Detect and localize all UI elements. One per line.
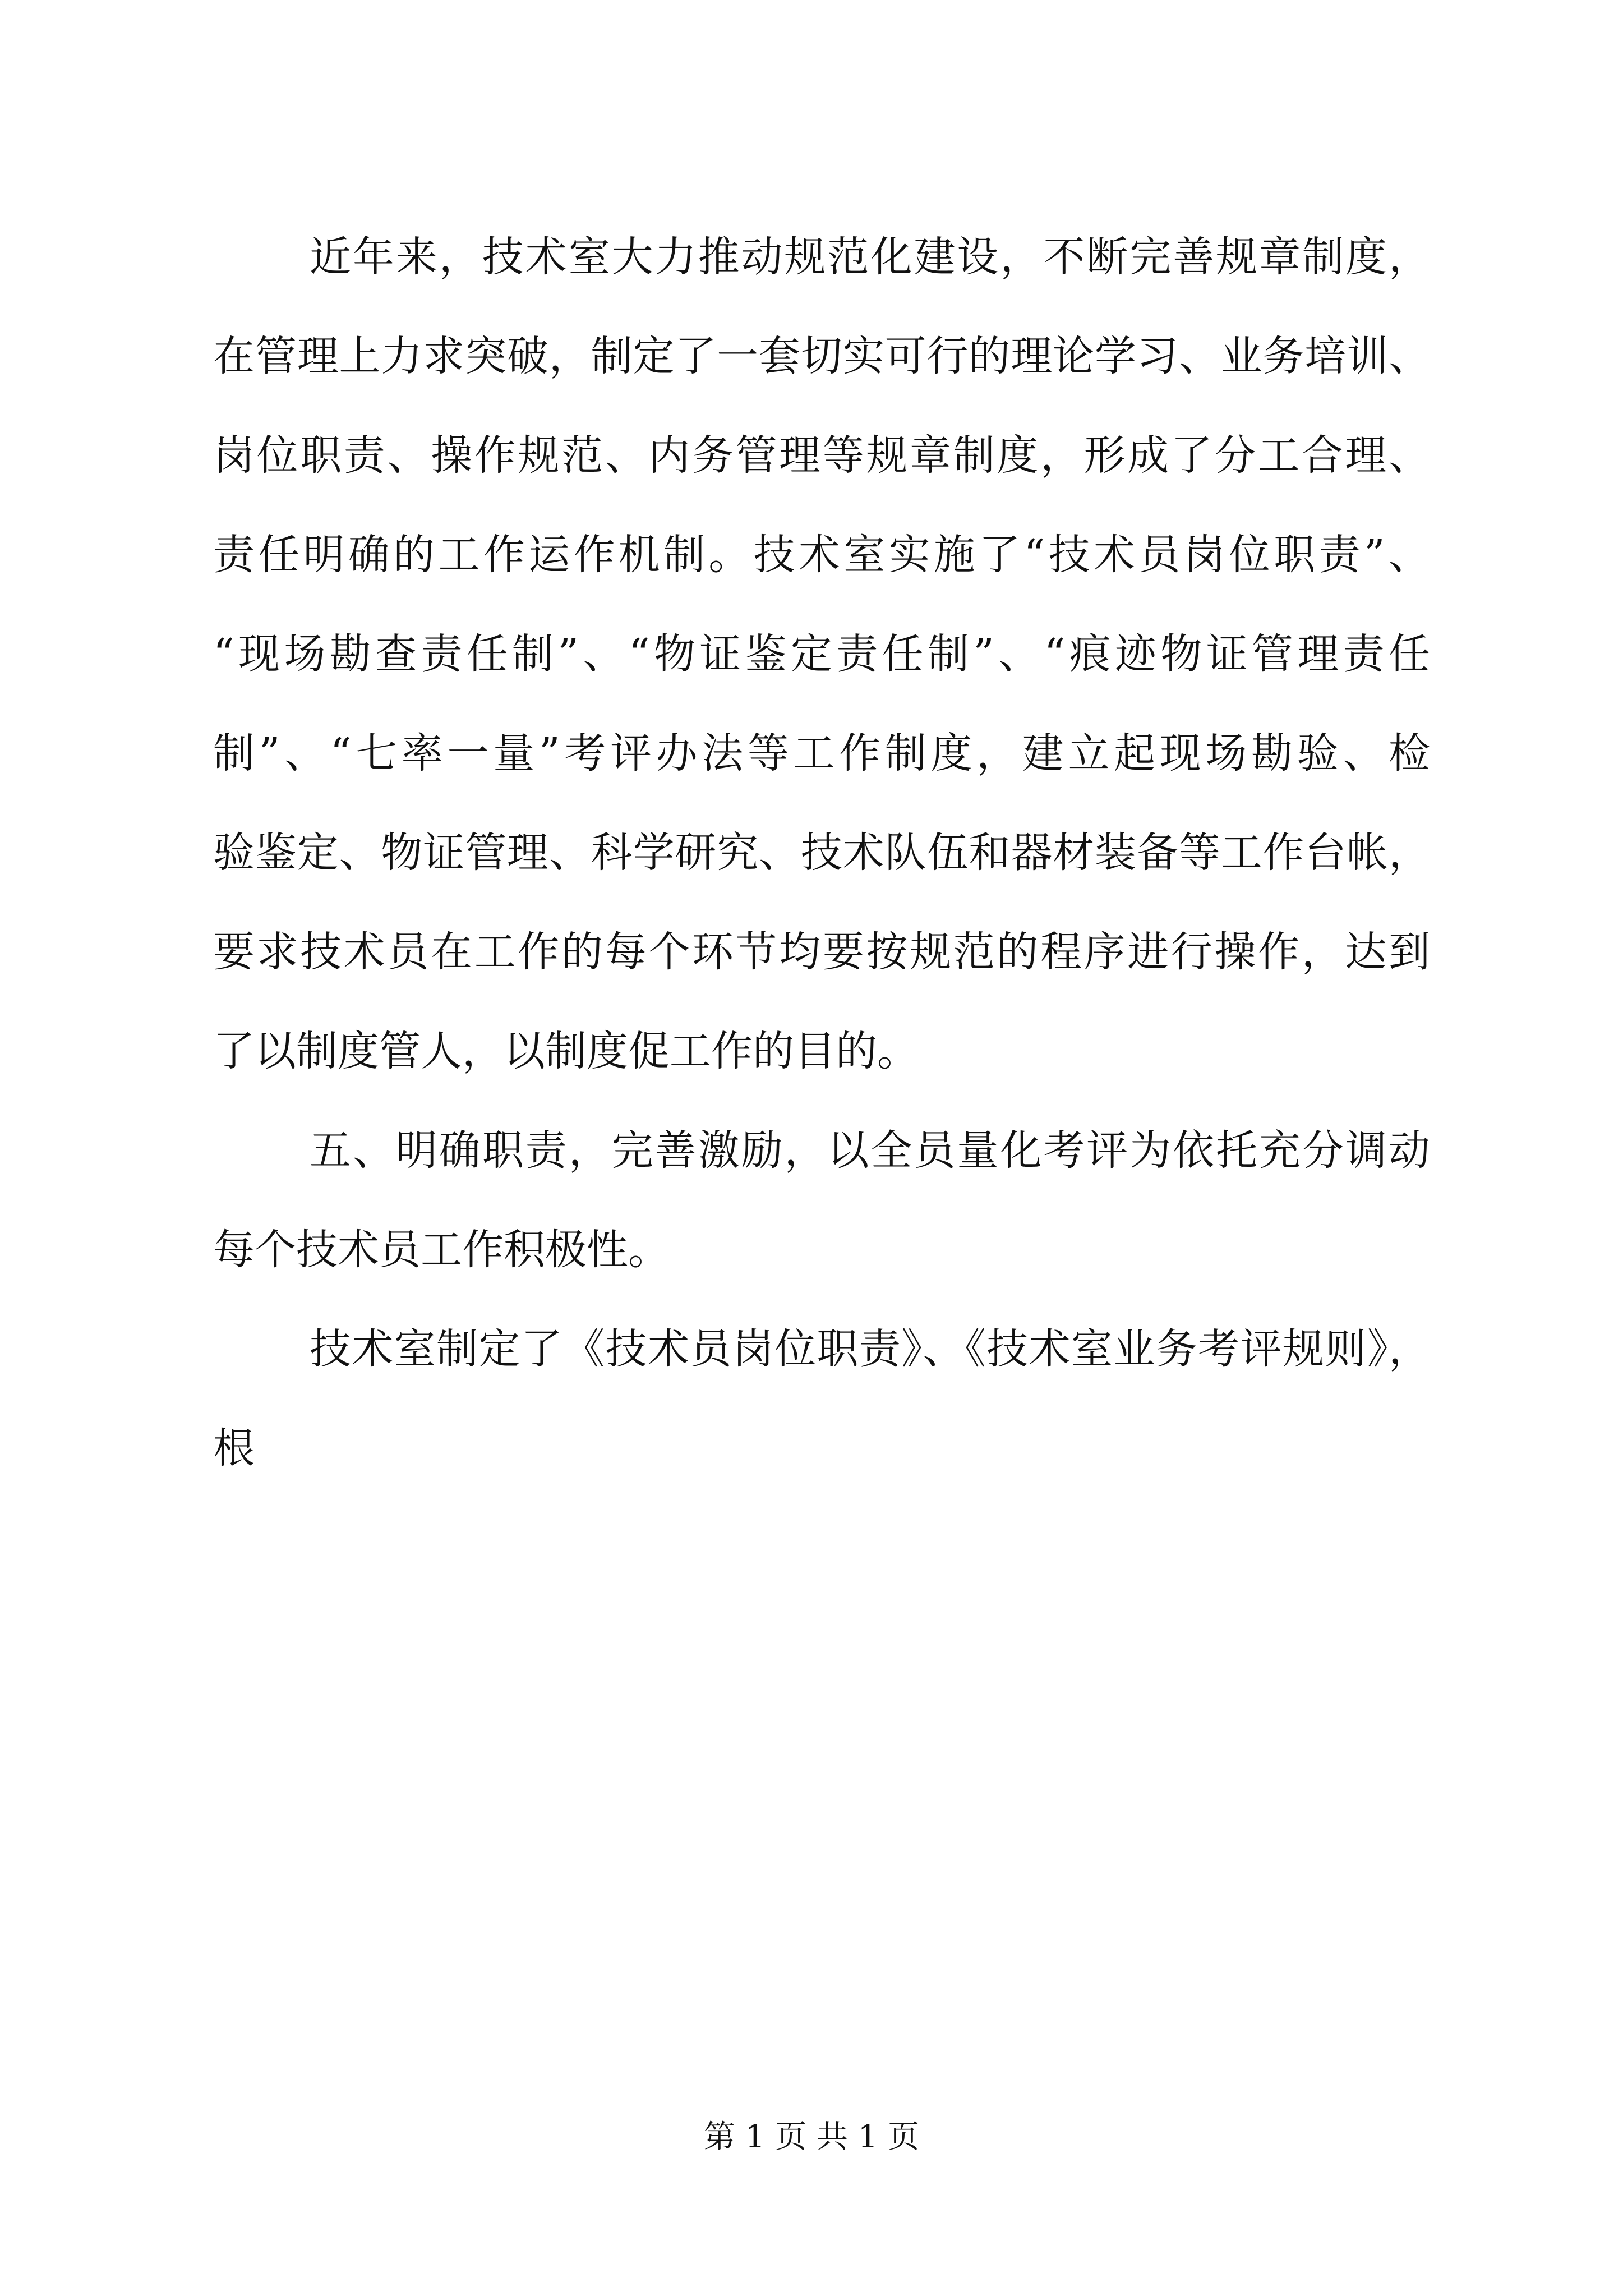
paragraph-1-line-7: 验鉴定、物证管理、科学研究、技术队伍和器材装备等工作台帐， xyxy=(213,829,1430,877)
paragraph-1-line-5: “现场勘查责任制”、“物证鉴定责任制”、“痕迹物证管理责任 xyxy=(213,630,1430,678)
paragraph-1-line-4: 责任明确的工作运作机制。技术室实施了“技术员岗位职责”、 xyxy=(213,531,1430,579)
paragraph-2-line-2: 根 xyxy=(213,1424,255,1473)
heading-5-line-1: 五、明确职责，完善激励，以全员量化考评为依托充分调动 xyxy=(310,1126,1430,1175)
page-number-footer: 第 1 页 共 1 页 xyxy=(703,2119,920,2155)
paragraph-1-line-8: 要求技术员在工作的每个环节均要按规范的程序进行操作，达到 xyxy=(213,928,1430,976)
paragraph-2-line-1: 技术室制定了《技术员岗位职责》、《技术室业务考评规则》， xyxy=(310,1325,1430,1373)
paragraph-1-line-2: 在管理上力求突破，制定了一套切实可行的理论学习、业务培训、 xyxy=(213,332,1430,380)
paragraph-1-line-1: 近年来，技术室大力推动规范化建设，不断完善规章制度， xyxy=(310,233,1430,281)
document-body xyxy=(213,208,1430,1498)
paragraph-1-line-3: 岗位职责、操作规范、内务管理等规章制度，形成了分工合理、 xyxy=(213,431,1430,480)
heading-5-line-2: 每个技术员工作积极性。 xyxy=(213,1226,670,1274)
paragraph-1-line-6: 制”、“七率一量”考评办法等工作制度，建立起现场勘验、检 xyxy=(213,729,1430,777)
paragraph-1-line-9: 了以制度管人，以制度促工作的目的。 xyxy=(213,1027,919,1075)
